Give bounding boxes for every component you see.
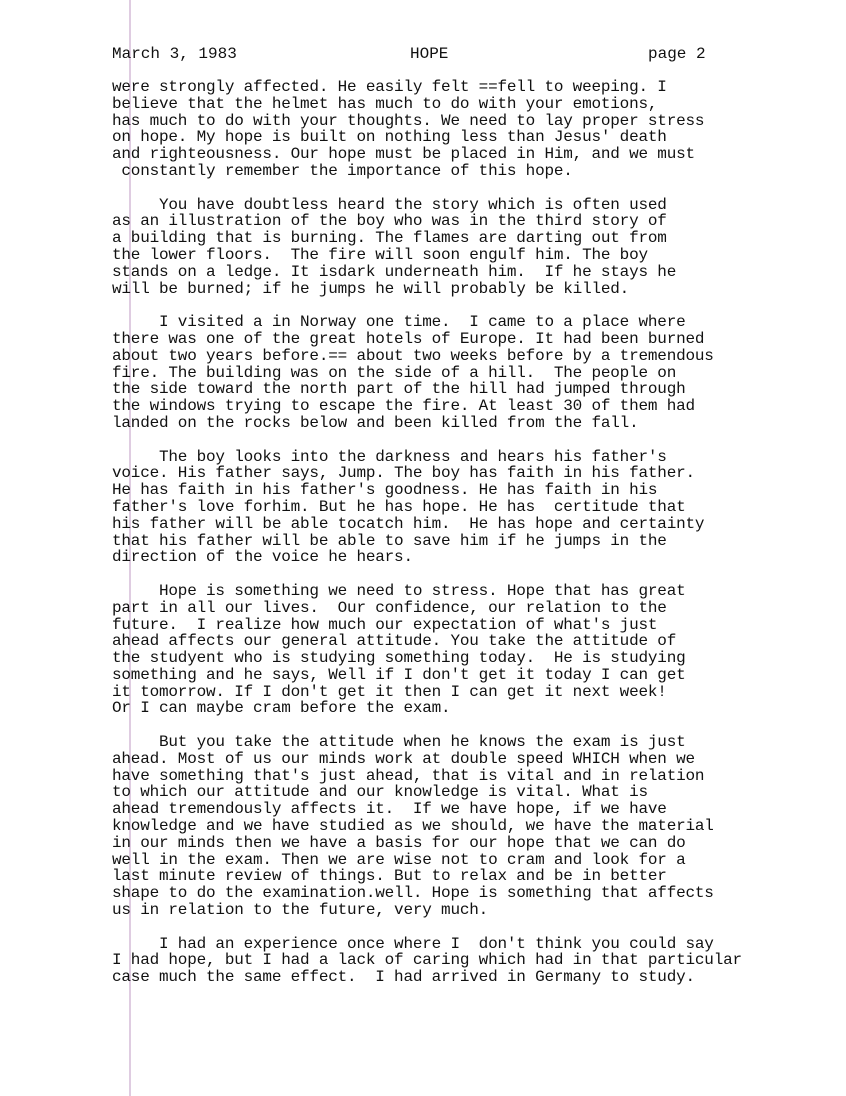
- paragraph: [112, 197, 832, 298]
- paragraph: [112, 936, 832, 986]
- paragraph: [112, 79, 832, 180]
- text-line: knowledge and we have studied as we should, we have the material: [112, 817, 714, 836]
- header-title: HOPE: [410, 45, 449, 63]
- text-line: will be burned; if he jumps he will probably be killed.: [112, 279, 630, 298]
- text-line: case much the same effect. I had arrived in Germany to study.: [112, 968, 695, 987]
- text-line: I had an experience once where I don't think you could say: [112, 934, 714, 953]
- text-line: The boy looks into the darkness and hears his father's: [112, 447, 667, 466]
- text-line: father's love forhim. But he has hope. He has certitude that: [112, 497, 686, 516]
- text-line: the side toward the north part of the hill had jumped through: [112, 380, 686, 399]
- text-line: But you take the attitude when he knows the exam is just: [112, 733, 686, 752]
- text-line: have something that's just ahead, that is vital and in relation: [112, 766, 705, 785]
- text-line: ahead tremendously affects it. If we have hope, if we have: [112, 800, 667, 819]
- text-line: and righteousness. Our hope must be placed in Him, and we must: [112, 145, 695, 164]
- text-line: I visited a in Norway one time. I came to a place where: [112, 313, 686, 332]
- header-page-number: page 2: [648, 45, 706, 63]
- text-line: voice. His father says, Jump. The boy has faith in his father.: [112, 464, 695, 483]
- text-line: the studyent who is studying something today. He is studying: [112, 649, 686, 668]
- text-line: in our minds then we have a basis for our hope that we can do: [112, 833, 686, 852]
- text-line: about two years before.== about two weeks before by a tremendous: [112, 346, 714, 365]
- text-line: the lower floors. The fire will soon engulf him. The boy: [112, 245, 648, 264]
- text-line: were strongly affected. He easily felt ==fell to weeping. I: [112, 78, 667, 96]
- paragraph: [112, 583, 832, 717]
- text-line: it tomorrow. If I don't get it then I can get it next week!: [112, 682, 667, 701]
- text-line: future. I realize how much our expectation of what's just: [112, 615, 658, 634]
- text-line: as an illustration of the boy who was in the third story of: [112, 212, 667, 231]
- text-line: part in all our lives. Our confidence, our relation to the: [112, 598, 667, 617]
- header-date: March 3, 1983: [112, 45, 237, 63]
- text-line: I had hope, but I had a lack of caring which had in that particular: [112, 951, 742, 970]
- text-line: direction of the voice he hears.: [112, 548, 413, 567]
- text-line: shape to do the examination.well. Hope is something that affects: [112, 884, 714, 903]
- text-line: something and he says, Well if I don't get it today I can get: [112, 665, 686, 684]
- text-line: He has faith in his father's goodness. He has faith in his: [112, 481, 658, 500]
- text-line: his father will be able tocatch him. He has hope and certainty: [112, 514, 705, 533]
- text-line: that his father will be able to save him if he jumps in the: [112, 531, 667, 550]
- text-line: Or I can maybe cram before the exam.: [112, 699, 451, 718]
- text-line: landed on the rocks below and been killed from the fall.: [112, 413, 639, 432]
- text-line: well in the exam. Then we are wise not to cram and look for a: [112, 850, 686, 869]
- text-line: Hope is something we need to stress. Hope that has great: [112, 581, 686, 600]
- text-line: fire. The building was on the side of a hill. The people on: [112, 363, 677, 382]
- text-line: there was one of the great hotels of Europe. It had been burned: [112, 329, 705, 348]
- text-line: to which our attitude and our knowledge is vital. What is: [112, 783, 648, 802]
- text-line: ahead. Most of us our minds work at double speed WHICH when we: [112, 749, 695, 768]
- paragraph: [112, 449, 832, 567]
- text-line: us in relation to the future, very much.: [112, 901, 489, 920]
- text-line: stands on a ledge. It isdark underneath him. If he stays he: [112, 262, 677, 281]
- text-line: the windows trying to escape the fire. At least 30 of them had: [112, 397, 695, 416]
- text-line: believe that the helmet has much to do with your emotions,: [112, 94, 658, 113]
- text-line: You have doubtless heard the story which is often used: [112, 195, 667, 214]
- paragraph: [112, 314, 832, 432]
- text-line: on hope. My hope is built on nothing less than Jesus' death: [112, 128, 667, 147]
- body-text: [112, 79, 832, 1003]
- text-line: ahead affects our general attitude. You take the attitude of: [112, 632, 677, 651]
- text-line: has much to do with your thoughts. We need to lay proper stress: [112, 111, 705, 130]
- page-header: [112, 44, 712, 64]
- paragraph: [112, 734, 832, 919]
- text-line: constantly remember the importance of this hope.: [112, 161, 573, 180]
- text-line: a building that is burning. The flames are darting out from: [112, 229, 667, 248]
- text-line: last minute review of things. But to relax and be in better: [112, 867, 667, 886]
